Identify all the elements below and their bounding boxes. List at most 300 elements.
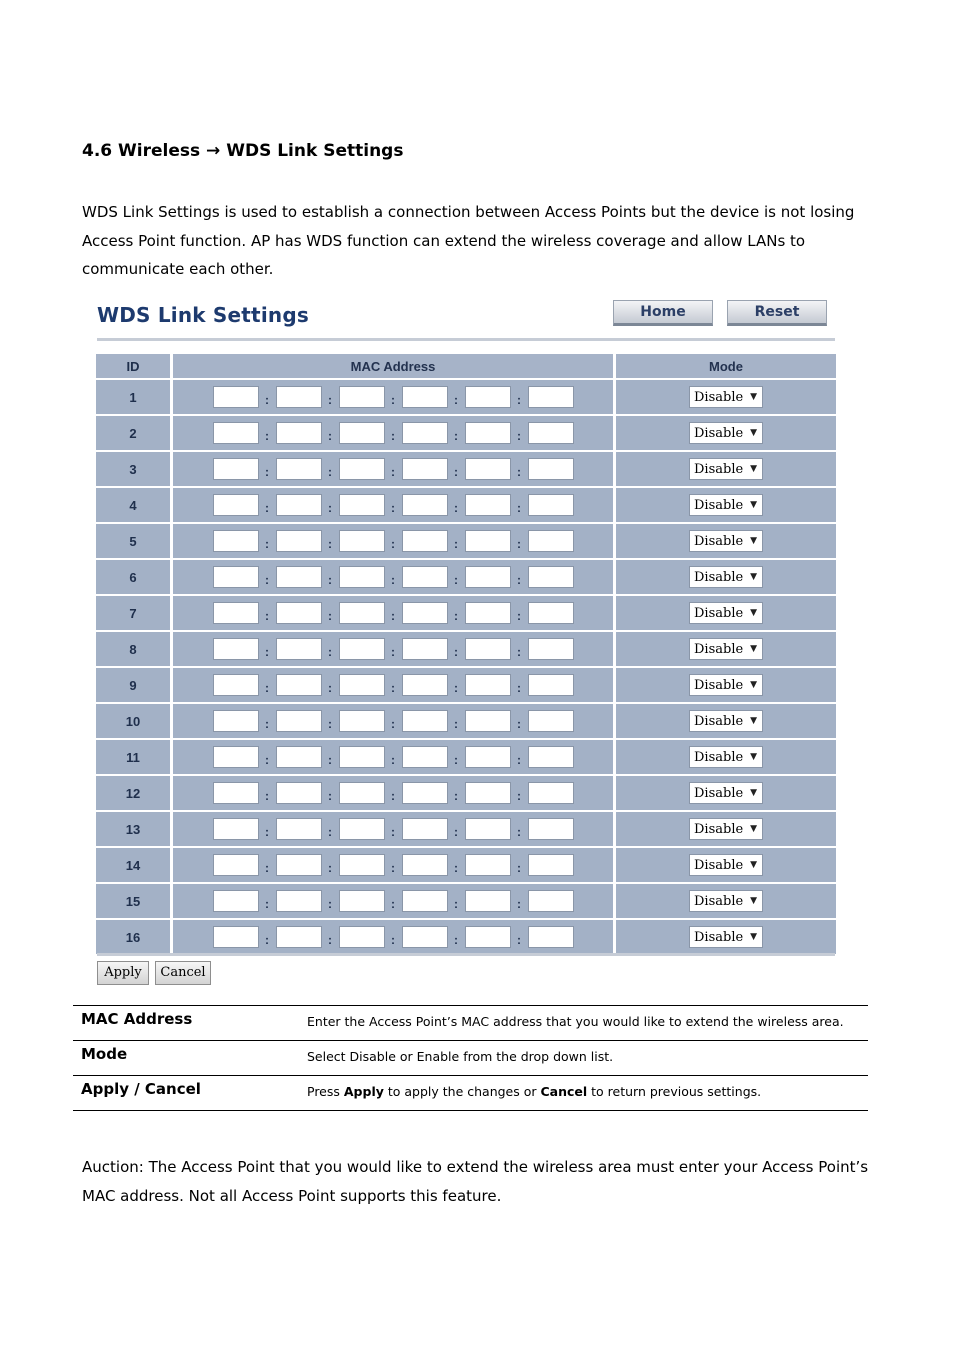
description-text-bold: Apply [343,1084,384,1099]
mode-cell [616,810,836,846]
mode-cell [616,882,836,918]
mac-address-fields [174,566,612,588]
chevron-down-icon: ▼ [750,896,757,906]
mode-cell [616,918,836,954]
mac-address-cell [173,594,616,630]
table-row [96,450,836,486]
mac-separator: : [391,717,395,731]
mac-octet-input[interactable] [339,422,385,444]
mode-select[interactable] [689,638,763,660]
chevron-down-icon: ▼ [750,824,757,834]
mac-octet-input[interactable] [276,602,322,624]
mac-octet-input[interactable] [276,746,322,768]
mode-select-value: Disable [694,389,744,405]
mac-separator: : [454,609,458,623]
row-id: 13 [96,810,173,846]
description-text-bold: Cancel [540,1084,588,1099]
mode-select-value: Disable [694,641,744,657]
mac-address-cell [173,810,616,846]
mac-address-cell [173,630,616,666]
description-text-part: to apply the changes or [383,1084,541,1099]
table-row [96,774,836,810]
mac-octet-input[interactable] [402,854,448,876]
mode-cell [616,846,836,882]
description-text: Enter the Access Point’s MAC address that you would like to extend the wireless area. [299,1006,868,1041]
mac-separator: : [517,393,521,407]
mac-octet-input[interactable] [213,530,259,552]
mac-octet-input[interactable] [276,674,322,696]
mac-separator: : [265,825,269,839]
description-row [73,1041,868,1076]
row-id: 16 [96,918,173,954]
mac-separator: : [454,393,458,407]
mac-separator: : [517,897,521,911]
mac-octet-input[interactable] [528,386,574,408]
panel-divider [97,338,835,341]
mac-octet-input[interactable] [528,890,574,912]
mac-octet-input[interactable] [402,818,448,840]
mac-separator: : [391,537,395,551]
mac-octet-input[interactable] [339,494,385,516]
mac-address-cell [173,738,616,774]
mac-separator: : [328,537,332,551]
mode-select-value: Disable [694,713,744,729]
mac-octet-input[interactable] [213,638,259,660]
table-row [96,918,836,954]
mac-octet-input[interactable] [339,890,385,912]
mac-octet-input[interactable] [339,386,385,408]
mode-select[interactable] [689,602,763,624]
mac-octet-input[interactable] [402,566,448,588]
mac-octet-input[interactable] [402,494,448,516]
mac-separator: : [454,429,458,443]
mac-octet-input[interactable] [213,746,259,768]
mode-cell [616,378,836,414]
chevron-down-icon: ▼ [750,392,757,402]
mac-octet-input[interactable] [213,854,259,876]
mode-select-value: Disable [694,929,744,945]
mac-separator: : [391,393,395,407]
mac-column-header: MAC Address [173,354,616,378]
mac-separator: : [328,609,332,623]
chevron-down-icon: ▼ [750,752,757,762]
mac-octet-input[interactable] [465,890,511,912]
table-row [96,666,836,702]
mode-select[interactable] [689,818,763,840]
mac-separator: : [517,609,521,623]
mode-select[interactable] [689,458,763,480]
mac-octet-input[interactable] [213,422,259,444]
mac-octet-input[interactable] [528,782,574,804]
row-id: 14 [96,846,173,882]
mode-select-value: Disable [694,677,744,693]
mode-select[interactable] [689,854,763,876]
mac-separator: : [517,681,521,695]
mac-separator: : [391,825,395,839]
mac-octet-input[interactable] [528,566,574,588]
mac-separator: : [391,753,395,767]
mac-separator: : [391,645,395,659]
mac-separator: : [265,573,269,587]
mode-cell [616,486,836,522]
table-header-row [96,354,836,378]
note-paragraph: Auction: The Access Point that you would like to extend the wireless area must enter your Access Point’s MAC address. Not all Access Point supports this feature. [82,1158,869,1205]
mode-select[interactable] [689,386,763,408]
mode-select[interactable] [689,530,763,552]
mac-octet-input[interactable] [402,890,448,912]
bottom-divider [97,953,835,956]
mac-octet-input[interactable] [276,458,322,480]
row-id: 2 [96,414,173,450]
mode-select-value: Disable [694,893,744,909]
mac-octet-input[interactable] [339,926,385,948]
mac-separator: : [517,753,521,767]
mac-separator: : [391,681,395,695]
mode-select-value: Disable [694,497,744,513]
mac-octet-input[interactable] [465,602,511,624]
mac-separator: : [328,573,332,587]
mac-octet-input[interactable] [276,386,322,408]
row-id: 9 [96,666,173,702]
mac-separator: : [328,645,332,659]
chevron-down-icon: ▼ [750,716,757,726]
row-id: 4 [96,486,173,522]
mac-separator: : [265,429,269,443]
mac-separator: : [265,501,269,515]
mac-octet-input[interactable] [276,638,322,660]
chevron-down-icon: ▼ [750,644,757,654]
chevron-down-icon: ▼ [750,464,757,474]
mac-separator: : [517,717,521,731]
mode-select[interactable] [689,494,763,516]
mac-octet-input[interactable] [402,530,448,552]
mac-octet-input[interactable] [528,638,574,660]
mode-select[interactable] [689,422,763,444]
chevron-down-icon: ▼ [750,608,757,618]
mac-octet-input[interactable] [528,530,574,552]
home-button[interactable]: Home [613,300,713,326]
mac-octet-input[interactable] [276,566,322,588]
intro-paragraph: WDS Link Settings is used to establish a connection between Access Points but the device is not losing Access Point function. AP has WDS function can extend the wireless coverage and allow LANs to communicate each other. [82,203,855,278]
mac-octet-input[interactable] [402,674,448,696]
mac-octet-input[interactable] [402,710,448,732]
mac-octet-input[interactable] [339,638,385,660]
mac-octet-input[interactable] [465,638,511,660]
mac-octet-input[interactable] [402,746,448,768]
mode-cell [616,450,836,486]
mac-octet-input[interactable] [276,494,322,516]
table-row [96,558,836,594]
mac-octet-input[interactable] [528,926,574,948]
mac-separator: : [328,825,332,839]
mac-separator: : [265,897,269,911]
mac-octet-input[interactable] [339,854,385,876]
mac-octet-input[interactable] [339,566,385,588]
mac-octet-input[interactable] [276,782,322,804]
mode-select[interactable] [689,890,763,912]
mac-address-cell [173,882,616,918]
mode-cell [616,666,836,702]
mac-separator: : [517,825,521,839]
mode-select-value: Disable [694,749,744,765]
mac-separator: : [454,933,458,947]
mac-octet-input[interactable] [339,710,385,732]
description-term: Apply / Cancel [73,1076,299,1111]
mac-address-cell [173,666,616,702]
mac-octet-input[interactable] [402,926,448,948]
table-row [96,882,836,918]
mac-separator: : [517,789,521,803]
mac-address-fields [174,458,612,480]
mac-separator: : [328,465,332,479]
mac-octet-input[interactable] [276,818,322,840]
mode-cell [616,522,836,558]
mac-separator: : [265,465,269,479]
mac-octet-input[interactable] [213,674,259,696]
row-id: 6 [96,558,173,594]
mac-separator: : [265,753,269,767]
description-row [73,1006,868,1041]
mac-address-cell [173,918,616,954]
mac-separator: : [391,429,395,443]
row-id: 8 [96,630,173,666]
description-table [73,1005,868,1111]
mac-separator: : [454,573,458,587]
mac-octet-input[interactable] [339,458,385,480]
mac-octet-input[interactable] [465,710,511,732]
mac-separator: : [265,861,269,875]
apply-button[interactable]: Apply [97,961,149,985]
row-id: 12 [96,774,173,810]
mode-select-value: Disable [694,569,744,585]
mac-address-fields [174,422,612,444]
mode-cell [616,414,836,450]
mac-separator: : [391,933,395,947]
description-text-part: to return previous settings. [587,1084,762,1099]
table-row [96,630,836,666]
mac-octet-input[interactable] [213,710,259,732]
table-row [96,846,836,882]
mac-octet-input[interactable] [213,458,259,480]
mac-separator: : [517,933,521,947]
mode-select-value: Disable [694,533,744,549]
id-column-header: ID [96,354,173,378]
mac-separator: : [328,933,332,947]
mode-select[interactable] [689,926,763,948]
chevron-down-icon: ▼ [750,572,757,582]
mac-separator: : [454,897,458,911]
mac-octet-input[interactable] [402,386,448,408]
mode-select[interactable] [689,710,763,732]
mode-select[interactable] [689,674,763,696]
wds-table [96,354,836,954]
description-row [73,1076,868,1111]
mac-separator: : [517,645,521,659]
mode-select-value: Disable [694,425,744,441]
mac-separator: : [265,933,269,947]
mac-octet-input[interactable] [465,530,511,552]
mac-octet-input[interactable] [339,818,385,840]
mac-separator: : [391,573,395,587]
mac-separator: : [265,717,269,731]
mode-cell [616,774,836,810]
mac-address-fields [174,602,612,624]
mac-separator: : [265,681,269,695]
mac-separator: : [328,753,332,767]
mac-octet-input[interactable] [402,782,448,804]
mac-address-fields [174,530,612,552]
mac-octet-input[interactable] [213,782,259,804]
mac-octet-input[interactable] [465,458,511,480]
mac-separator: : [517,501,521,515]
mac-octet-input[interactable] [213,602,259,624]
mac-separator: : [265,609,269,623]
chevron-down-icon: ▼ [750,500,757,510]
mac-octet-input[interactable] [339,602,385,624]
mac-octet-input[interactable] [276,890,322,912]
mode-select[interactable] [689,746,763,768]
mode-select[interactable] [689,782,763,804]
table-row [96,486,836,522]
mac-octet-input[interactable] [276,422,322,444]
mac-separator: : [391,861,395,875]
mac-separator: : [265,789,269,803]
mac-octet-input[interactable] [465,494,511,516]
mac-address-fields [174,926,612,948]
mac-separator: : [454,753,458,767]
mac-address-fields [174,386,612,408]
mac-octet-input[interactable] [402,602,448,624]
mac-address-cell [173,702,616,738]
mac-separator: : [328,429,332,443]
mac-address-fields [174,890,612,912]
mac-separator: : [391,609,395,623]
mac-address-cell [173,486,616,522]
row-id: 11 [96,738,173,774]
mac-separator: : [265,537,269,551]
mac-octet-input[interactable] [528,494,574,516]
mode-cell [616,630,836,666]
chevron-down-icon: ▼ [750,428,757,438]
panel-title: WDS Link Settings [97,303,309,327]
mac-octet-input[interactable] [213,566,259,588]
mac-octet-input[interactable] [213,818,259,840]
description-term: MAC Address [73,1006,299,1041]
mode-select-value: Disable [694,461,744,477]
mac-separator: : [454,501,458,515]
mac-octet-input[interactable] [465,926,511,948]
mac-address-cell [173,774,616,810]
mac-octet-input[interactable] [528,422,574,444]
mac-octet-input[interactable] [465,422,511,444]
mac-separator: : [328,681,332,695]
mac-octet-input[interactable] [465,746,511,768]
mac-octet-input[interactable] [339,674,385,696]
mac-octet-input[interactable] [402,458,448,480]
mac-separator: : [328,897,332,911]
mac-octet-input[interactable] [465,566,511,588]
mac-octet-input[interactable] [213,926,259,948]
mac-octet-input[interactable] [213,386,259,408]
mac-octet-input[interactable] [276,530,322,552]
description-text: Select Disable or Enable from the drop down list. [299,1041,868,1076]
mac-octet-input[interactable] [528,674,574,696]
mac-octet-input[interactable] [339,782,385,804]
table-row [96,594,836,630]
mac-octet-input[interactable] [528,458,574,480]
mac-address-fields [174,710,612,732]
mac-address-fields [174,638,612,660]
mac-octet-input[interactable] [465,386,511,408]
mac-octet-input[interactable] [528,746,574,768]
mac-separator: : [517,429,521,443]
mac-address-fields [174,782,612,804]
chevron-down-icon: ▼ [750,536,757,546]
mac-separator: : [391,789,395,803]
mac-octet-input[interactable] [402,422,448,444]
mode-cell [616,738,836,774]
mac-separator: : [454,645,458,659]
mac-octet-input[interactable] [528,602,574,624]
mac-address-cell [173,378,616,414]
mac-octet-input[interactable] [528,818,574,840]
mac-separator: : [328,861,332,875]
mac-octet-input[interactable] [402,638,448,660]
mac-separator: : [517,465,521,479]
mac-separator: : [328,789,332,803]
mac-octet-input[interactable] [276,710,322,732]
mac-octet-input[interactable] [465,854,511,876]
table-row [96,522,836,558]
mac-separator: : [517,573,521,587]
mode-column-header: Mode [616,354,836,378]
section-heading: 4.6 Wireless → WDS Link Settings [82,141,404,161]
mac-separator: : [454,537,458,551]
mac-octet-input[interactable] [339,746,385,768]
row-id: 10 [96,702,173,738]
row-id: 7 [96,594,173,630]
reset-button[interactable]: Reset [727,300,827,326]
mac-octet-input[interactable] [213,494,259,516]
mac-octet-input[interactable] [465,818,511,840]
mac-octet-input[interactable] [528,854,574,876]
mac-octet-input[interactable] [339,530,385,552]
mac-octet-input[interactable] [213,890,259,912]
row-id: 5 [96,522,173,558]
mode-cell [616,594,836,630]
mac-separator: : [454,789,458,803]
row-id: 1 [96,378,173,414]
mac-address-fields [174,674,612,696]
chevron-down-icon: ▼ [750,788,757,798]
cancel-button[interactable]: Cancel [155,961,211,985]
mac-separator: : [391,501,395,515]
mac-octet-input[interactable] [276,854,322,876]
table-row [96,810,836,846]
mac-octet-input[interactable] [276,926,322,948]
mac-octet-input[interactable] [465,674,511,696]
mode-cell [616,558,836,594]
mac-octet-input[interactable] [465,782,511,804]
description-text-part: Press [307,1084,344,1099]
table-row [96,414,836,450]
mac-separator: : [265,393,269,407]
description-text [299,1076,868,1111]
mode-select[interactable] [689,566,763,588]
mac-separator: : [454,465,458,479]
mac-octet-input[interactable] [528,710,574,732]
mac-separator: : [328,717,332,731]
